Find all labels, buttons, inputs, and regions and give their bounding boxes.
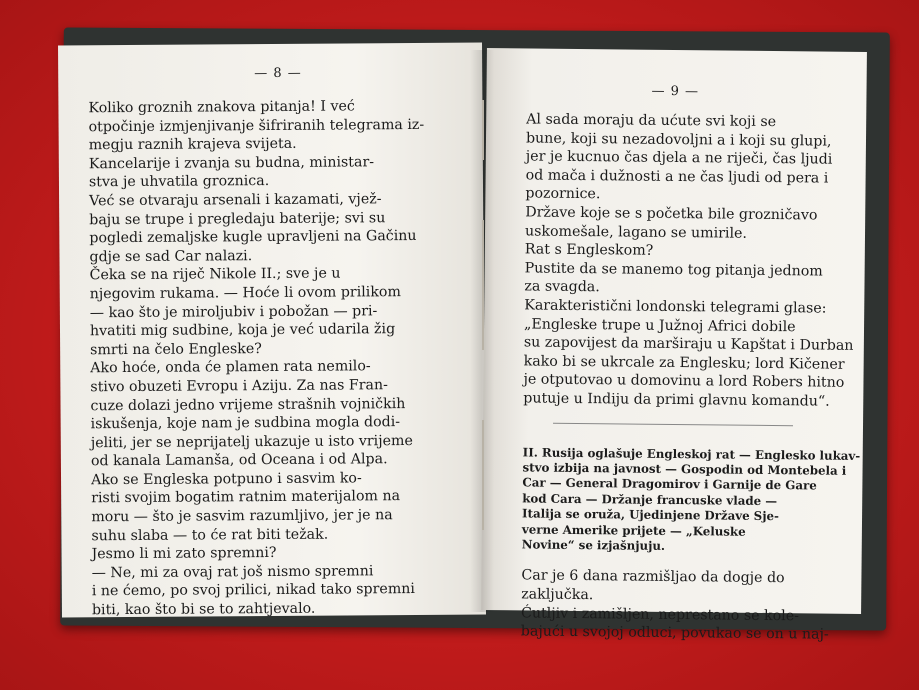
text-line: Ako se Engleska potpuno i sasvim ko- bbox=[90, 470, 362, 489]
text-line: Karakteristični londonski telegrami glase: bbox=[524, 297, 827, 317]
text-line: od kanala Lamanša, od Oceana i od Alpa. bbox=[90, 451, 388, 470]
right-page-text bbox=[520, 110, 861, 644]
text-line: megju raznih krajeva svijeta. bbox=[88, 136, 297, 154]
text-line: verne Amerike prijete — „Keluske bbox=[521, 521, 746, 539]
text-line: Car — General Dragomirov i Garnije de Gare bbox=[522, 475, 817, 493]
binding-stitch bbox=[482, 220, 484, 350]
text-line: Koliko groznih znakova pitanja! I već bbox=[88, 98, 355, 117]
text-line: Al sada moraju da ućute svi koji se bbox=[526, 111, 777, 131]
binding-stitch bbox=[482, 100, 484, 160]
text-line: baju se trupe i pregledaju baterije; svi su bbox=[89, 209, 386, 228]
text-line: kako bi se ukrcale za Englesku; lord Kičener bbox=[523, 353, 845, 373]
text-line: pogledi zemaljske kugle upravljeni na Gačinu bbox=[89, 228, 417, 247]
text-line: Pustite da se manemo tog pitanja jednom bbox=[524, 260, 823, 280]
right-page-paragraphs-bottom bbox=[520, 567, 829, 645]
text-line: je otputovao u domovinu a lord Robers hitno bbox=[523, 371, 845, 392]
chapter-heading bbox=[521, 444, 861, 556]
left-page-text bbox=[88, 97, 436, 620]
text-line: II. Rusija oglašuje Engleskoj rat — Englesko lukav- bbox=[522, 444, 861, 463]
text-line: uskomešale, lagano se umirile. bbox=[524, 222, 748, 242]
page-number: — 8 — bbox=[254, 65, 302, 82]
left-page bbox=[58, 43, 486, 618]
text-line: i ne ćemo, po svoj prilici, nikad tako spremni bbox=[91, 581, 415, 600]
text-line: stivo obuzeti Evropu i Aziju. Za nas Fran- bbox=[90, 377, 388, 396]
text-line: hvatiti mig sudbine, koja je već udarila žig bbox=[89, 321, 396, 340]
text-line: gdje se sad Car nalazi. bbox=[89, 247, 253, 266]
text-line: otpočinje izmjenjivanje šifriranih telegrama iz- bbox=[88, 116, 425, 135]
page-number: — 9 — bbox=[651, 83, 700, 100]
text-line: Novine“ se izjašnjuju. bbox=[521, 537, 666, 553]
text-line: suhu slaba — to će rat biti težak. bbox=[91, 526, 329, 544]
text-line: stva je uhvatila groznica. bbox=[88, 173, 270, 191]
text-line: iskušenja, koje nam je sudbina mogla dodi- bbox=[90, 414, 401, 433]
text-line: pozornice. bbox=[525, 185, 601, 203]
text-line: stvo izbija na javnost — Gospodin od Montebela i bbox=[522, 460, 847, 478]
text-line: od mača i dužnosti a ne čas ljudi od pera i bbox=[525, 167, 829, 187]
text-line: Italija se oruža, Ujedinjene Države Sje- bbox=[522, 506, 779, 524]
text-line: Ako hoće, onda će plamen rata nemilo- bbox=[90, 358, 371, 377]
text-line: bune, koji su nezadovoljni a i koji su glupi, bbox=[525, 130, 832, 150]
text-line: Car je 6 dana razmišljao da dogje do bbox=[521, 567, 785, 587]
right-page bbox=[481, 48, 867, 643]
text-line: Čeka se na riječ Nikole II.; sve je u bbox=[89, 265, 341, 284]
text-line: zaključka. bbox=[521, 586, 594, 604]
text-line: kod Cara — Držanje francuske vlade — bbox=[522, 491, 778, 508]
text-line: putuje u Indiju da primi glavnu komandu“. bbox=[523, 390, 830, 410]
text-line: Rat s Engleskom? bbox=[524, 241, 654, 259]
text-line: — Ne, mi za ovaj rat još nismo spremni bbox=[91, 563, 374, 582]
text-line: za svagda. bbox=[524, 278, 600, 296]
text-line: smrti na čelo Engleske? bbox=[90, 340, 262, 358]
text-line: risti svojim bogatim ratnim materijalom na bbox=[91, 488, 401, 507]
binding-stitch bbox=[482, 420, 484, 530]
text-line: bajući u svojoj odluci, povukao se on u naj- bbox=[520, 623, 829, 643]
text-line: Ćutljiv i zamišljen, neprestano se kole- bbox=[520, 604, 800, 624]
text-line: Jesmo li mi zato spremni? bbox=[91, 545, 277, 563]
right-page-paragraphs bbox=[523, 110, 854, 411]
text-line: Kancelarije i zvanja su budna, ministar- bbox=[88, 154, 375, 173]
text-line: jeliti, jer se neprijatelj ukazuje u isto vrijeme bbox=[90, 432, 413, 451]
text-line: moru — što je sasvim razumljivo, jer je na bbox=[91, 507, 393, 526]
text-line: Države koje se s početka bile grozničavo bbox=[525, 204, 818, 224]
text-line: su zapovijest da marširaju u Kapštat i Durban bbox=[523, 334, 854, 355]
text-line: njegovim rukama. — Hoće li ovom prilikom bbox=[89, 284, 401, 303]
text-line: jer je kucnuo čas djela a ne riječi, čas ljudi bbox=[525, 148, 833, 168]
section-divider bbox=[553, 422, 793, 426]
text-line: „Engleske trupe u Južnoj Africi dobile bbox=[523, 315, 796, 335]
text-line: — kao što je miroljubiv i pobožan — pri- bbox=[89, 302, 378, 321]
text-line: Već se otvaraju arsenali i kazamati, vjež- bbox=[89, 191, 382, 210]
text-line: biti, kao što bi se to zahtjevalo. bbox=[91, 600, 316, 619]
text-line: cuze dolazi jedno vrijeme strašnih vojničkih bbox=[90, 395, 406, 414]
